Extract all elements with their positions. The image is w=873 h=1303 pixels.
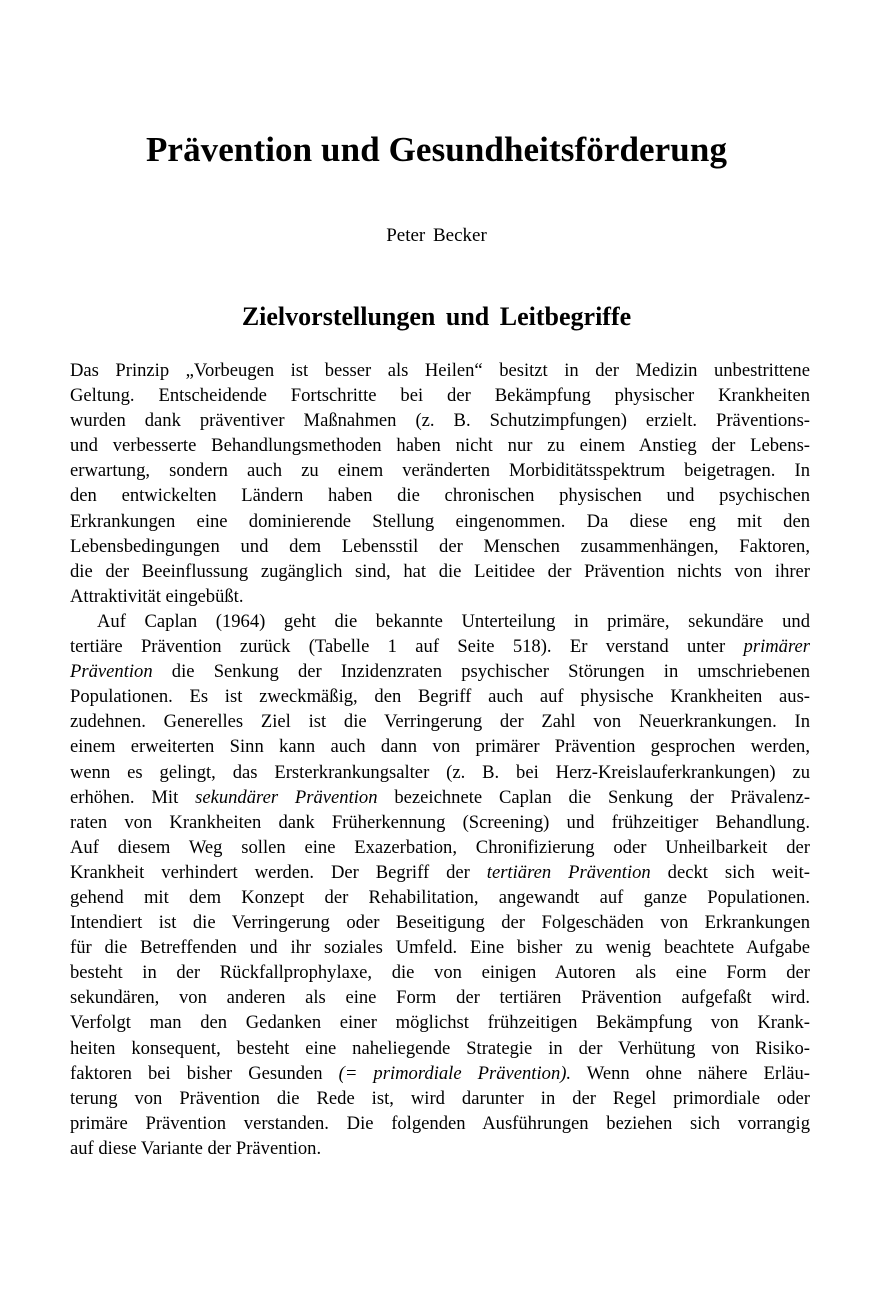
text-line: auf diese Variante der Prävention. [70, 1137, 322, 1159]
text-segment: erhöhen. Mit [70, 786, 196, 808]
term-praevention: Prävention [70, 661, 153, 683]
text-line: sekundären, von anderen als eine Form der tertiären Prävention aufgefaßt wird. [70, 987, 810, 1009]
text-line [70, 659, 810, 684]
text-segment: faktoren bei bisher Gesunden [70, 1062, 339, 1084]
text-segment: bezeichnete Caplan die Senkung der Prävalenz- [377, 786, 811, 808]
text-line: Intendiert ist die Verringerung oder Beseitigung der Folgeschäden von Erkrankungen [70, 912, 810, 934]
text-line: gehend mit dem Konzept der Rehabilitation, angewandt auf ganze Populationen. [70, 886, 810, 908]
page-title: Prävention und Gesundheitsförderung [145, 130, 728, 169]
text-line: Geltung. Entscheidende Fortschritte bei der Bekämpfung physischer Krankheiten [70, 385, 810, 407]
section-heading: Zielvorstellungen und Leitbegriffe [241, 302, 632, 331]
text-line: Das Prinzip „Vorbeugen ist besser als Heilen“ besitzt in der Medizin unbestrittene [70, 360, 810, 381]
term-tertiaere-praevention: tertiären Prävention [486, 861, 651, 883]
text-line: Verfolgt man den Gedanken einer möglichst frühzeitigen Bekämpfung von Krank- [70, 1012, 810, 1034]
term-primaerer: primärer [743, 636, 810, 658]
body-text [70, 358, 810, 1161]
text-line [70, 860, 810, 885]
text-line [70, 785, 810, 810]
text-line [70, 634, 810, 659]
text-line: Lebensbedingungen und dem Lebensstil der Menschen zusammenhängen, Faktoren, [70, 535, 810, 557]
text-line: raten von Krankheiten dank Früherkennung (Screening) und frühzeitiger Behandlung. [70, 811, 810, 833]
text-line: Attraktivität eingebüßt. [70, 585, 244, 607]
term-primordiale-praevention: (= primordiale Prävention). [338, 1062, 572, 1084]
text-segment: die Senkung der Inzidenzraten psychischer Störungen in umschriebenen [152, 661, 810, 683]
author-name: Peter Becker [386, 225, 487, 246]
text-line: wurden dank präventiver Maßnahmen (z. B. Schutzimpfungen) erzielt. Präventions- [70, 410, 810, 432]
text-segment: Wenn ohne nähere Erläu- [571, 1062, 810, 1084]
text-line: zudehnen. Generelles Ziel ist die Verringerung der Zahl von Neuerkrankungen. In [70, 711, 810, 733]
text-line [70, 1061, 810, 1086]
text-line: den entwickelten Ländern haben die chronischen physischen und psychischen [70, 485, 810, 507]
text-line: besteht in der Rückfallprophylaxe, die von einigen Autoren als eine Form der [70, 962, 810, 984]
paragraph-1 [70, 358, 810, 609]
text-line: und verbesserte Behandlungsmethoden haben nicht nur zu einem Anstieg der Lebens- [70, 435, 810, 457]
text-line: einem erweiterten Sinn kann auch dann von primärer Prävention gesprochen werden, [70, 736, 810, 758]
text-line: Erkrankungen eine dominierende Stellung eingenommen. Da diese eng mit den [70, 510, 810, 532]
text-segment: tertiäre Prävention zurück (Tabelle 1 auf Seite 518). Er verstand unter [70, 636, 744, 658]
paragraph-2 [70, 609, 810, 1161]
text-line: Auf diesem Weg sollen eine Exazerbation, Chronifizierung oder Unheilbarkeit der [70, 836, 810, 858]
text-segment: deckt sich weit- [650, 861, 810, 883]
text-line: erwartung, sondern auch zu einem veränderten Morbiditätsspektrum beigetragen. In [70, 460, 810, 482]
text-line: Populationen. Es ist zweckmäßig, den Begriff auch auf physische Krankheiten aus- [70, 686, 810, 708]
text-line: terung von Prävention die Rede ist, wird darunter in der Regel primordiale oder [70, 1087, 810, 1109]
text-line: Auf Caplan (1964) geht die bekannte Unterteilung in primäre, sekundäre und [97, 610, 810, 632]
text-line: für die Betreffenden und ihr soziales Umfeld. Eine bisher zu wenig beachtete Aufgabe [70, 937, 810, 959]
text-line: heiten konsequent, besteht eine naheliegende Strategie in der Verhütung von Risiko- [70, 1037, 810, 1059]
term-sekundaere-praevention: sekundärer Prävention [195, 786, 378, 808]
text-line: wenn es gelingt, das Ersterkrankungsalter (z. B. bei Herz-Kreislauferkrankungen) zu [70, 761, 810, 783]
text-line: die der Beeinflussung zugänglich sind, hat die Leitidee der Prävention nichts von ihrer [70, 560, 810, 582]
text-segment: Krankheit verhindert werden. Der Begriff der [70, 861, 487, 883]
text-line: primäre Prävention verstanden. Die folgenden Ausführungen beziehen sich vorrangig [70, 1112, 810, 1134]
